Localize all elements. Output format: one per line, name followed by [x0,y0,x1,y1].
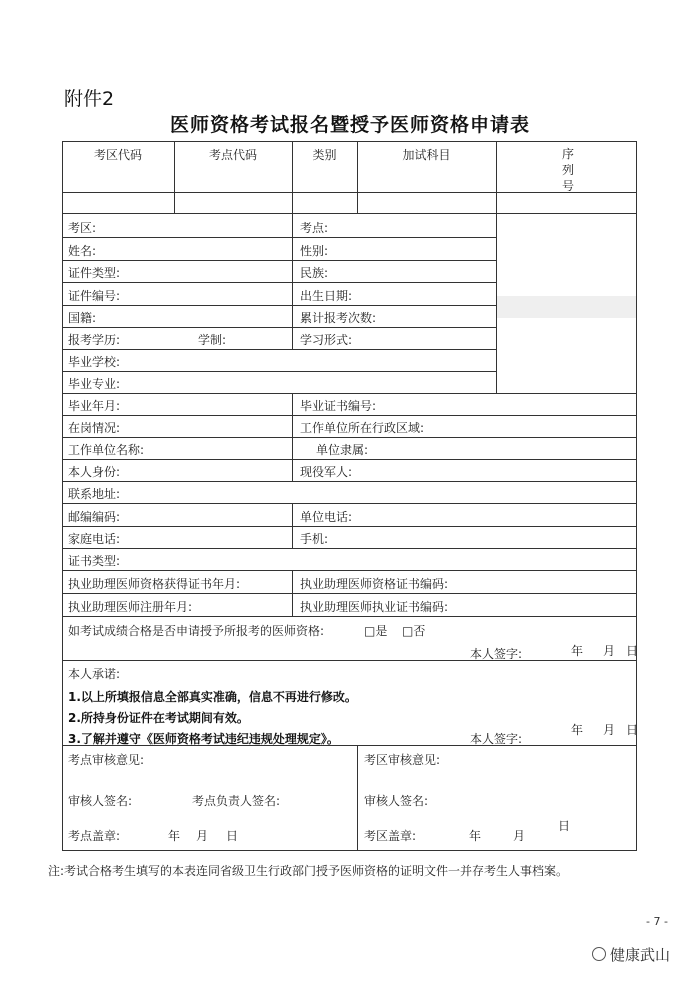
grant-no-checkbox[interactable]: □否 [402,624,426,638]
field-total-attempts[interactable]: 累计报考次数: [300,311,377,325]
area-seal-month: 月 [513,829,526,843]
field-identity[interactable]: 本人身份: [68,465,121,479]
header-exam-site-code: 考点代码 [208,148,257,162]
grant-signature[interactable]: 本人签字: [470,647,523,661]
area-seal-year: 年 [469,829,482,843]
site-reviewer-signature[interactable]: 审核人签名: [68,794,133,808]
field-school[interactable]: 毕业学校: [68,355,121,369]
field-unit-affiliation[interactable]: 单位隶属: [316,443,369,457]
footnote: 注:考试合格考生填写的本表连同省级卫生行政部门授予医师资格的证明文件一并存考生人事档案。 [48,864,569,878]
grant-month: 月 [603,644,616,658]
watermark-brand: 健康武山 [610,946,671,964]
field-assistant-cert-no[interactable]: 执业助理医师资格证书编码: [300,577,449,591]
field-ethnicity[interactable]: 民族: [300,266,329,280]
area-seal[interactable]: 考区盖章: [364,829,417,843]
header-exam-area-code: 考区代码 [93,148,142,162]
field-cert-type[interactable]: 证书类型: [68,554,121,568]
field-birth-date[interactable]: 出生日期: [300,289,353,303]
site-seal[interactable]: 考点盖章: [68,829,121,843]
field-exam-area[interactable]: 考区: [68,221,97,235]
field-major[interactable]: 毕业专业: [68,377,121,391]
field-unit-phone[interactable]: 单位电话: [300,510,353,524]
field-exam-site[interactable]: 考点: [300,221,329,235]
attachment-label: 附件2 [64,88,115,110]
field-home-phone[interactable]: 家庭电话: [68,532,121,546]
field-active-military[interactable]: 现役军人: [300,465,353,479]
grant-question: 如考试成绩合格是否申请授予所报考的医师资格: [68,624,325,638]
site-review-opinion: 考点审核意见: [68,753,145,767]
area-review-opinion: 考区审核意见: [364,753,441,767]
pledge-item: 2.所持身份证件在考试期间有效。 [68,711,249,725]
area-reviewer-signature[interactable]: 审核人签名: [364,794,429,808]
field-work-region[interactable]: 工作单位所在行政区域: [300,421,425,435]
header-category: 类别 [312,148,337,162]
site-head-signature[interactable]: 考点负责人签名: [192,794,281,808]
form-title: 医师资格考试报名暨授予医师资格申请表 [169,114,530,136]
field-id-number[interactable]: 证件编号: [68,289,121,303]
pledge-month: 月 [603,723,616,737]
field-postcode[interactable]: 邮编编码: [68,510,121,524]
field-diploma-number[interactable]: 毕业证书编号: [300,399,377,413]
field-address[interactable]: 联系地址: [68,487,121,501]
field-assistant-practice-no[interactable]: 执业助理医师执业证书编码: [300,600,449,614]
photo-area [497,296,636,318]
field-education[interactable]: 报考学历: [68,333,121,347]
field-nationality[interactable]: 国籍: [68,311,97,325]
field-study-form[interactable]: 学习形式: [300,333,353,347]
site-seal-month: 月 [196,829,209,843]
pledge-item: 3.了解并遵守《医师资格考试违纪违规处理规定》。 [68,732,339,746]
field-employment[interactable]: 在岗情况: [68,421,121,435]
field-study-length[interactable]: 学制: [198,333,227,347]
grant-year: 年 [571,644,584,658]
field-grad-year-month[interactable]: 毕业年月: [68,399,121,413]
pledge-item: 1.以上所填报信息全部真实准确，信息不再进行修改。 [68,690,357,704]
wechat-icon [592,947,606,961]
pledge-signature[interactable]: 本人签字: [470,732,523,746]
grant-day: 日 [626,644,639,658]
field-assistant-reg-date[interactable]: 执业助理医师注册年月: [68,600,193,614]
site-seal-year: 年 [168,829,181,843]
page-number: - 7 - [646,915,668,928]
site-seal-day: 日 [226,829,239,843]
pledge-heading: 本人承诺: [68,667,121,681]
pledge-year: 年 [571,723,584,737]
field-mobile[interactable]: 手机: [300,532,329,546]
field-name[interactable]: 姓名: [68,244,97,258]
header-serial-number: 序 列 号 [561,147,574,193]
area-seal-day: 日 [558,819,571,833]
field-id-type[interactable]: 证件类型: [68,266,121,280]
header-extra-subject: 加试科目 [402,148,451,162]
field-gender[interactable]: 性别: [300,244,329,258]
field-assistant-cert-date[interactable]: 执业助理医师资格获得证书年月: [68,577,241,591]
grant-yes-checkbox[interactable]: □是 [364,624,388,638]
field-work-unit[interactable]: 工作单位名称: [68,443,145,457]
pledge-day: 日 [626,723,639,737]
